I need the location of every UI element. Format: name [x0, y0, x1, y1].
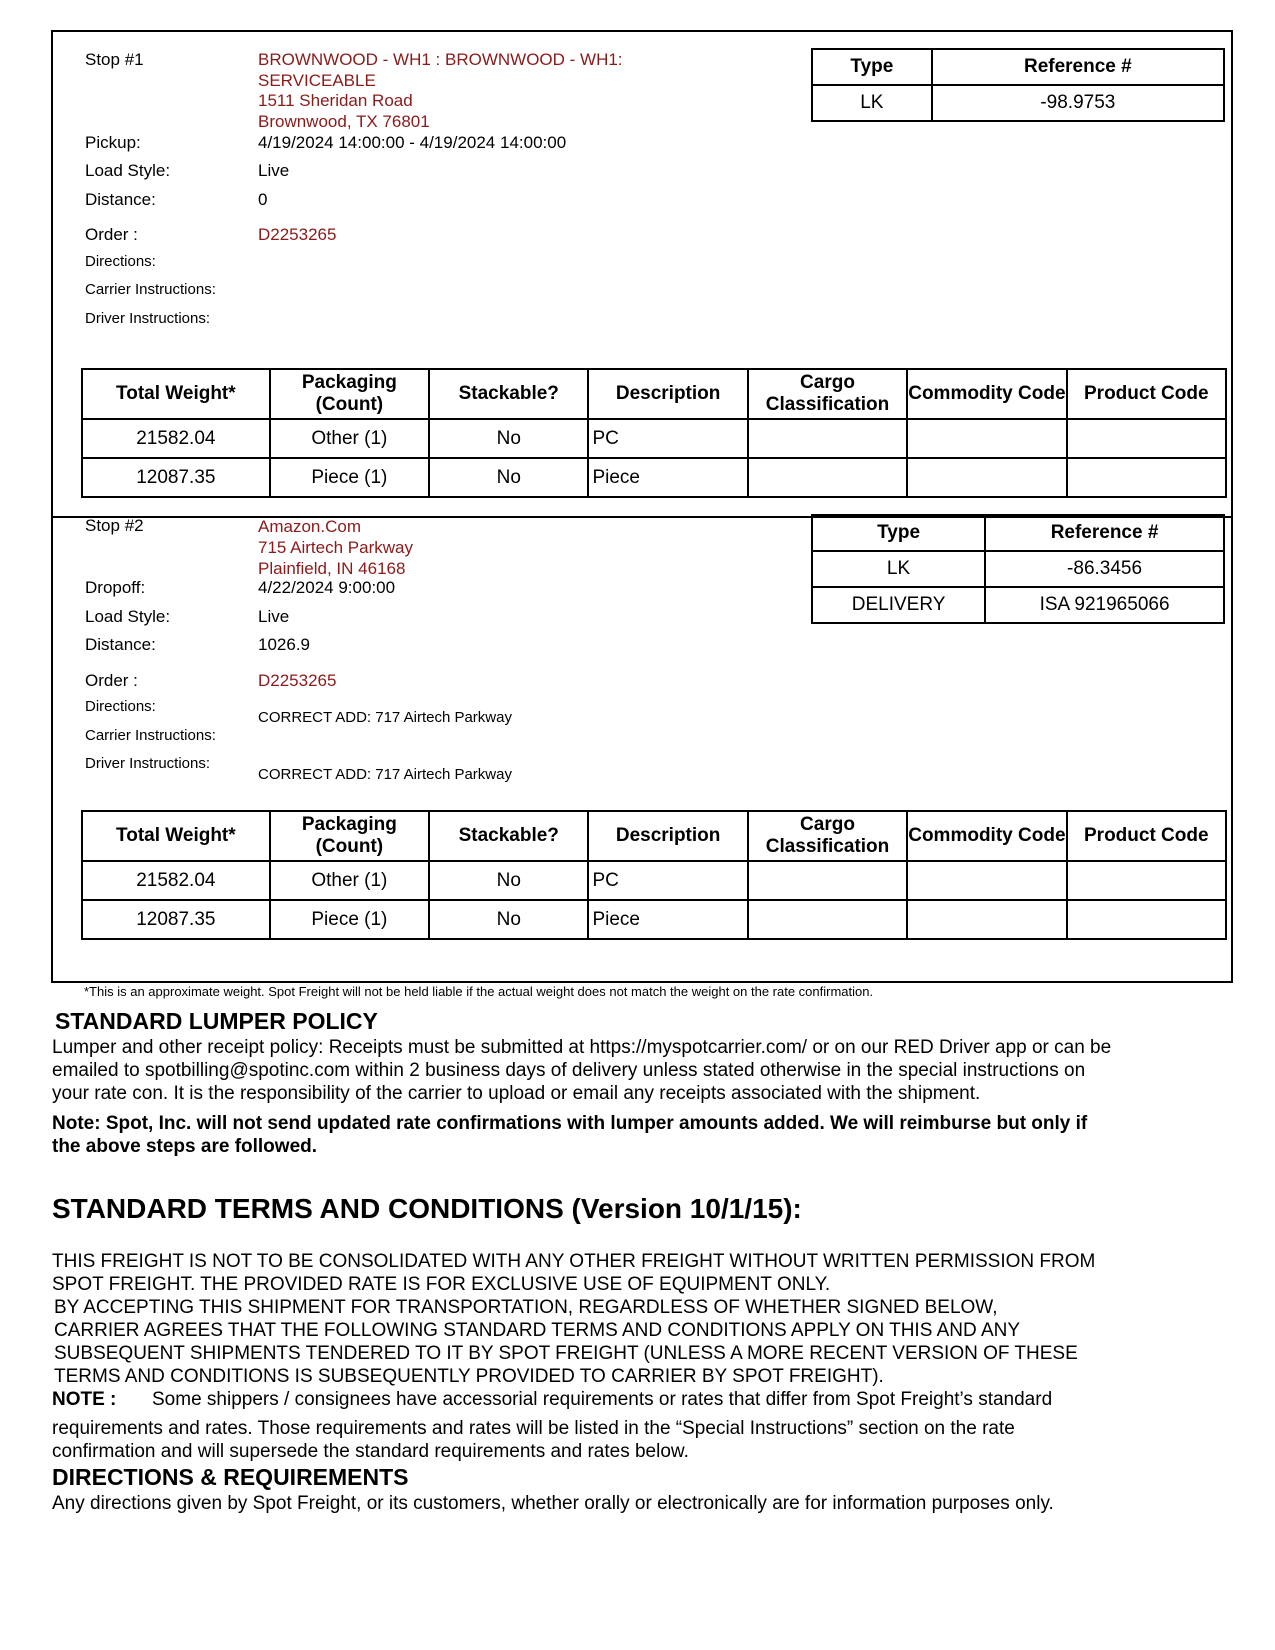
cell-weight: 12087.35 [82, 900, 270, 939]
header-product-code: Product Code [1067, 811, 1226, 861]
directions-label: Directions: [85, 698, 156, 715]
driver-instructions-label: Driver Instructions: [85, 310, 211, 327]
directions-requirements-title: DIRECTIONS & REQUIREMENTS [52, 1464, 409, 1490]
terms-line: BY ACCEPTING THIS SHIPMENT FOR TRANSPORTATION, REGARDLESS OF WHETHER SIGNED BELOW, [54, 1297, 998, 1318]
cell-weight: 21582.04 [82, 419, 270, 458]
load-style-label: Load Style: [85, 161, 171, 180]
terms-line: TERMS AND CONDITIONS IS SUBSEQUENTLY PROVIDED TO CARRIER BY SPOT FREIGHT). [54, 1366, 884, 1387]
table-row [82, 861, 1226, 900]
table-row [812, 587, 1224, 623]
table-row [82, 419, 1226, 458]
cell-cargo-classification [748, 458, 907, 497]
terms-line: THIS FREIGHT IS NOT TO BE CONSOLIDATED WITH ANY OTHER FREIGHT WITHOUT WRITTEN PERMISSION FROM [52, 1251, 1096, 1272]
facility-name: Amazon.Com [258, 517, 361, 536]
items-table [81, 368, 1227, 498]
lumper-policy-line: your rate con. It is the responsibility of the carrier to upload or email any receipts associated with the shipment. [52, 1083, 981, 1104]
cell-commodity-code [907, 900, 1066, 939]
cell-product-code [1067, 900, 1226, 939]
facility-line: SERVICEABLE [258, 71, 376, 90]
order-label: Order : [85, 225, 138, 244]
lumper-policy-title: STANDARD LUMPER POLICY [55, 1008, 378, 1034]
cell-stackable: No [429, 900, 588, 939]
ref-number: -98.9753 [932, 85, 1224, 121]
header-total-weight: Total Weight* [82, 811, 270, 861]
facility-city: Brownwood, TX 76801 [258, 112, 430, 131]
lumper-policy-line: emailed to spotbilling@spotinc.com within 2 business days of delivery unless stated otherwise in the special instructions on [52, 1060, 1086, 1081]
cell-product-code [1067, 458, 1226, 497]
terms-title: STANDARD TERMS AND CONDITIONS (Version 10/1/15): [52, 1193, 802, 1224]
pickup-time: 4/19/2024 14:00:00 - 4/19/2024 14:00:00 [258, 133, 567, 152]
stop-label: Stop #1 [85, 50, 144, 69]
cell-packaging: Other (1) [270, 419, 429, 458]
ref-type: LK [812, 551, 985, 587]
header-description: Description [588, 369, 747, 419]
table-row [812, 551, 1224, 587]
terms-note-line: confirmation and will supersede the standard requirements and rates below. [52, 1441, 689, 1462]
cell-commodity-code [907, 861, 1066, 900]
driver-instructions-label: Driver Instructions: [85, 755, 211, 772]
cell-packaging: Piece (1) [270, 458, 429, 497]
cell-stackable: No [429, 458, 588, 497]
terms-line: SPOT FREIGHT. THE PROVIDED RATE IS FOR EXCLUSIVE USE OF EQUIPMENT ONLY. [52, 1274, 831, 1295]
distance-value: 1026.9 [258, 635, 310, 654]
distance-label: Distance: [85, 190, 156, 209]
weight-footnote: *This is an approximate weight. Spot Freight will not be held liable if the actual weight does not match the weight on the rate confirmation. [84, 984, 874, 999]
load-style-value: Live [258, 161, 290, 180]
directions-value: CORRECT ADD: 717 Airtech Parkway [258, 709, 512, 726]
stop-label: Stop #2 [85, 516, 144, 535]
distance-label: Distance: [85, 635, 156, 654]
header-packaging: Packaging (Count) [270, 369, 429, 419]
header-product-code: Product Code [1067, 369, 1226, 419]
directions-requirements-text: Any directions given by Spot Freight, or its customers, whether orally or electronically are for information purposes only. [52, 1493, 1054, 1514]
cell-product-code [1067, 419, 1226, 458]
driver-instructions-value: CORRECT ADD: 717 Airtech Parkway [258, 766, 512, 783]
lumper-policy-line: Lumper and other receipt policy: Receipts must be submitted at https://myspotcarrier.com/ or on our RED Driver app or can be [52, 1037, 1112, 1058]
ref-type: DELIVERY [812, 587, 985, 623]
order-number: D2253265 [258, 225, 337, 244]
facility-address: 1511 Sheridan Road [258, 91, 413, 110]
terms-line: SUBSEQUENT SHIPMENTS TENDERED TO IT BY SPOT FREIGHT (UNLESS A MORE RECENT VERSION OF THESE [54, 1343, 1078, 1364]
load-style-value: Live [258, 607, 290, 626]
directions-label: Directions: [85, 253, 156, 270]
items-table [81, 810, 1227, 940]
carrier-instructions-label: Carrier Instructions: [85, 281, 216, 298]
cell-packaging: Piece (1) [270, 900, 429, 939]
lumper-note-line: the above steps are followed. [52, 1136, 318, 1157]
header-commodity-code: Commodity Code [907, 369, 1066, 419]
header-stackable: Stackable? [429, 811, 588, 861]
ref-number: -86.3456 [985, 551, 1224, 587]
cell-packaging: Other (1) [270, 861, 429, 900]
cell-commodity-code [907, 419, 1066, 458]
reference-table [811, 514, 1225, 624]
terms-note-label: NOTE : [52, 1389, 117, 1410]
header-packaging: Packaging (Count) [270, 811, 429, 861]
pickup-label: Pickup: [85, 133, 141, 152]
table-row [82, 900, 1226, 939]
terms-line: CARRIER AGREES THAT THE FOLLOWING STANDARD TERMS AND CONDITIONS APPLY ON THIS AND ANY [54, 1320, 1021, 1341]
cell-description: Piece [588, 900, 747, 939]
table-row [82, 458, 1226, 497]
carrier-instructions-label: Carrier Instructions: [85, 727, 216, 744]
dropoff-label: Dropoff: [85, 578, 146, 597]
cell-cargo-classification [748, 419, 907, 458]
ref-type: LK [812, 85, 932, 121]
reference-table [811, 48, 1225, 122]
cell-stackable: No [429, 861, 588, 900]
ref-header-reference: Reference # [932, 49, 1224, 85]
facility-address: 715 Airtech Parkway [258, 538, 413, 557]
table-row [812, 85, 1224, 121]
cell-product-code [1067, 861, 1226, 900]
ref-number: ISA 921965066 [985, 587, 1224, 623]
order-label: Order : [85, 671, 138, 690]
load-style-label: Load Style: [85, 607, 171, 626]
cell-cargo-classification [748, 861, 907, 900]
stop-1-section [51, 30, 1233, 518]
header-total-weight: Total Weight* [82, 369, 270, 419]
cell-weight: 21582.04 [82, 861, 270, 900]
cell-weight: 12087.35 [82, 458, 270, 497]
dropoff-time: 4/22/2024 9:00:00 [258, 578, 396, 597]
ref-header-type: Type [812, 49, 932, 85]
lumper-note-line: Note: Spot, Inc. will not send updated rate confirmations with lumper amounts added. We will reimburse but only if [52, 1113, 1088, 1134]
distance-value: 0 [258, 190, 268, 209]
cell-cargo-classification [748, 900, 907, 939]
terms-note-line: requirements and rates. Those requirements and rates will be listed in the “Special Instructions” section on the rate [52, 1418, 1015, 1439]
header-stackable: Stackable? [429, 369, 588, 419]
terms-note-line: Some shippers / consignees have accessorial requirements or rates that differ from Spot Freight’s standard [152, 1389, 1053, 1410]
facility-city: Plainfield, IN 46168 [258, 559, 406, 578]
header-commodity-code: Commodity Code [907, 811, 1066, 861]
header-description: Description [588, 811, 747, 861]
cell-description: PC [588, 419, 747, 458]
cell-stackable: No [429, 419, 588, 458]
cell-description: Piece [588, 458, 747, 497]
cell-commodity-code [907, 458, 1066, 497]
cell-description: PC [588, 861, 747, 900]
header-cargo-classification: Cargo Classification [748, 369, 907, 419]
ref-header-type: Type [812, 515, 985, 551]
stop-2-section [51, 516, 1233, 983]
order-number: D2253265 [258, 671, 337, 690]
header-cargo-classification: Cargo Classification [748, 811, 907, 861]
facility-line: BROWNWOOD - WH1 : BROWNWOOD - WH1: [258, 50, 623, 69]
ref-header-reference: Reference # [985, 515, 1224, 551]
